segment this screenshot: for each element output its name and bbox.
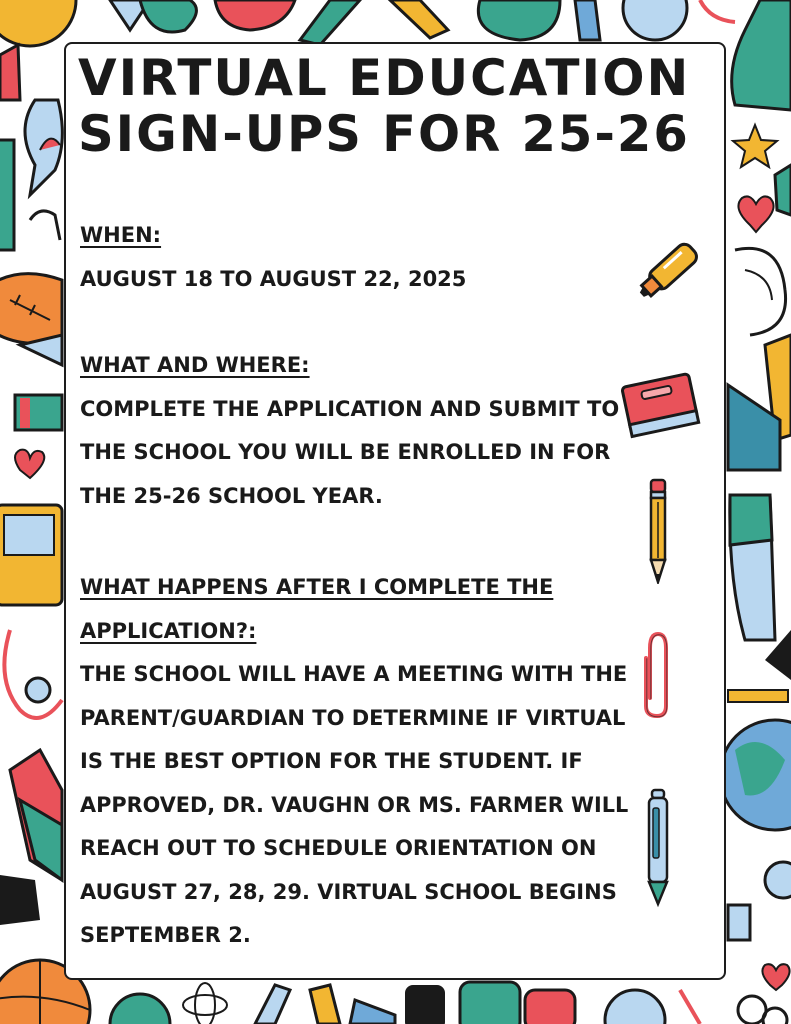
- pencil-icon: [645, 478, 671, 584]
- after-line-3: IS THE BEST OPTION FOR THE STUDENT. IF: [80, 749, 583, 773]
- what-where-heading: WHAT AND WHERE:: [80, 353, 310, 377]
- bag-right-icon: [775, 165, 791, 215]
- after-line-1: THE SCHOOL WILL HAVE A MEETING WITH THE: [80, 662, 628, 686]
- bag-bottom-icon: [525, 990, 575, 1024]
- when-heading: WHEN:: [80, 223, 162, 247]
- crayon-left-icon: [15, 395, 62, 430]
- after-heading-line-1: WHAT HAPPENS AFTER I COMPLETE THE: [80, 575, 554, 599]
- when-text: AUGUST 18 TO AUGUST 22, 2025: [80, 266, 467, 291]
- after-line-2: PARENT/GUARDIAN TO DETERMINE IF VIRTUAL: [80, 705, 626, 730]
- highlighter-icon: [630, 226, 716, 310]
- circle-right-icon: [765, 862, 791, 898]
- pen-icon: [643, 788, 673, 908]
- palette-left-icon: [0, 875, 40, 925]
- cup-right-icon: [728, 905, 750, 940]
- paperclip-icon: [638, 628, 676, 720]
- after-line-4: APPROVED, DR. VAUGHN OR MS. FARMER WILL: [80, 792, 629, 817]
- spacer: [80, 301, 640, 344]
- ink-bottle-icon: [405, 982, 520, 1024]
- after-heading-line-2: APPLICATION?:: [80, 618, 257, 643]
- title-line-2: SIGN-UPS FOR 25-26: [78, 105, 690, 163]
- spacer: [80, 518, 640, 566]
- what-where-line-1: COMPLETE THE APPLICATION AND SUBMIT TO: [80, 396, 620, 421]
- after-line-6: AUGUST 27, 28, 29. VIRTUAL SCHOOL BEGINS: [80, 879, 617, 904]
- what-where-line-3: THE 25-26 SCHOOL YEAR.: [80, 483, 383, 508]
- football-icon: [0, 274, 62, 344]
- title-line-1: VIRTUAL EDUCATION: [78, 49, 691, 107]
- after-line-7: SEPTEMBER 2.: [80, 923, 251, 947]
- ruler-top-icon: [575, 0, 600, 40]
- flyer-content: [80, 214, 640, 958]
- pencil-case-icon: [0, 505, 62, 605]
- book-stack-left-icon: [0, 140, 14, 250]
- after-line-5: REACH OUT TO SCHEDULE ORIENTATION ON: [80, 836, 597, 860]
- what-where-line-2: THE SCHOOL YOU WILL BE ENROLLED IN FOR: [80, 440, 611, 464]
- flyer-title: [78, 50, 708, 162]
- house-icon: [0, 45, 20, 100]
